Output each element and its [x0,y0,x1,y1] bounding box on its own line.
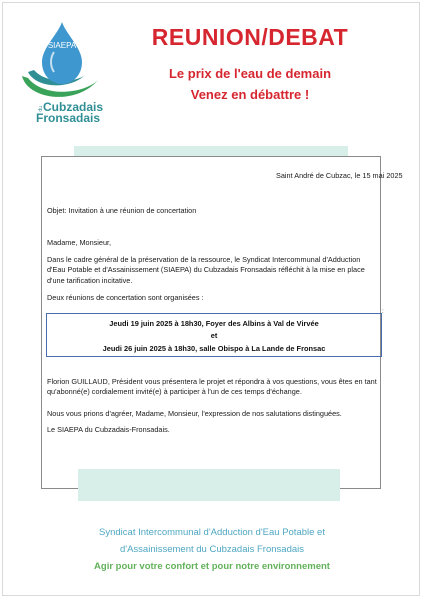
decorative-band-bottom [78,469,340,501]
logo-line2: Fronsadais [36,111,101,125]
meeting-joiner: et [210,331,218,340]
siaepa-logo [14,18,110,126]
meeting-2: Jeudi 26 juin 2025 à 18h30, salle Obispo à La Lande de Fronsac [102,344,326,353]
letter-paragraph-president: Florion GUILLAUD, Président vous présentera le projet et répondra à vos questions, vous êtes en tant qu'abonné(e) cordialement invité(e) à participer à l'un de ces temps d'échange. [47,377,377,397]
letter-signature: Le SIAEPA du Cubzadais-Fronsadais. [47,425,170,434]
footer-line1: Syndicat Intercommunal d'Adduction d'Eau Potable et [99,527,325,538]
subtitle-debate: Venez en débattre ! [190,87,310,102]
letter-paragraph-closing: Nous vous prions d'agréer, Madame, Monsieur, l'expression de nos salutations distinguées. [47,409,342,418]
logo-line1: Cubzadais [43,100,104,114]
subtitle-price: Le prix de l'eau de demain [168,66,332,81]
letter-subject: Objet: Invitation à une réunion de concertation [47,206,197,215]
margin-mark: : [382,309,384,315]
letter-date: Saint André de Cubzac, le 15 mai 2025 [276,171,403,180]
footer-line2: d'Assainissement du Cubzadais Fronsadais [120,544,304,555]
footer-slogan: Agir pour votre confort et pour notre environnement [94,561,330,572]
letter-salutation: Madame, Monsieur, [47,238,112,247]
page-title: REUNION/DEBAT [151,24,349,50]
logo-badge-text: SIAEPA [47,41,77,50]
water-drop-icon [14,18,110,108]
meeting-1: Jeudi 19 juin 2025 à 18h30, Foyer des Albins à Val de Virvée [109,319,319,328]
meetings-box [46,313,382,357]
letter-paragraph-meetings-intro: Deux réunions de concertation sont organisées : [47,293,204,302]
letter-paragraph-context: Dans le cadre général de la préservation de la ressource, le Syndicat Intercommunal d'Adduction d'Eau Potable et d'Assainissement (SIAEPA) du Cubzadais Fronsadais réfléchit à la mise en place d'une tarification incitative. [47,255,365,285]
logo-du: du [38,106,44,112]
